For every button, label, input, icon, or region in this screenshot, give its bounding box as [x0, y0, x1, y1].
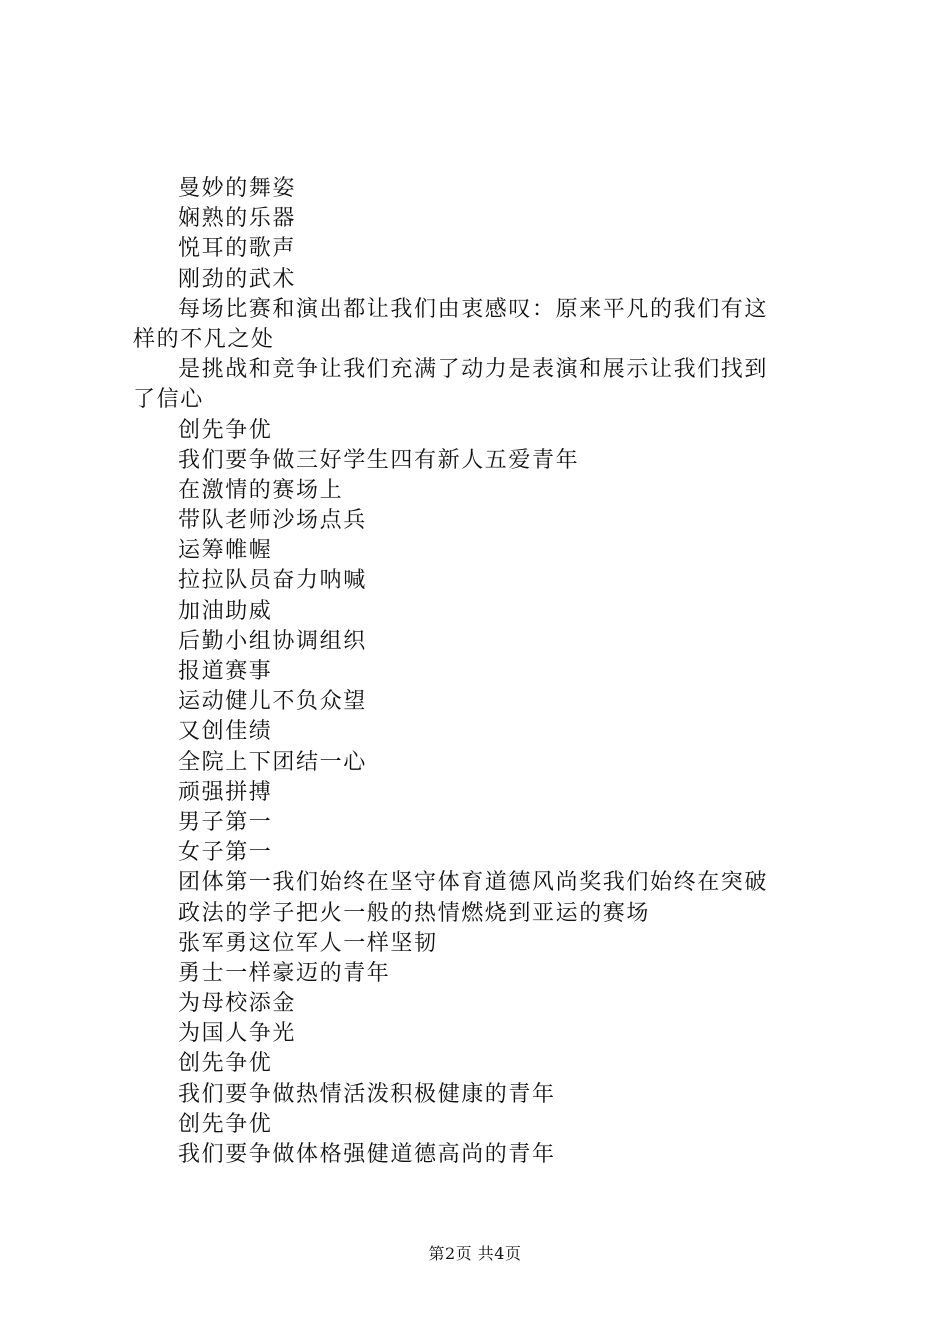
text-line: 每场比赛和演出都让我们由衷感叹：原来平凡的我们有这: [178, 296, 769, 322]
text-line: 为国人争光: [178, 1021, 297, 1047]
text-line: 了信心: [133, 387, 204, 413]
page-footer: 第2页 共4页: [428, 1244, 522, 1263]
text-line: 样的不凡之处: [133, 326, 275, 352]
text-line: 勇士一样豪迈的青年: [178, 960, 391, 986]
text-line: 后勤小组协调组织: [178, 628, 367, 654]
text-line: 加油助威: [178, 598, 273, 624]
document-body: [133, 174, 833, 1170]
text-line: 我们要争做热情活泼积极健康的青年: [178, 1081, 556, 1107]
text-line: 女子第一: [178, 840, 273, 866]
text-line: 男子第一: [178, 809, 273, 835]
text-line: 为母校添金: [178, 991, 297, 1017]
text-line: 全院上下团结一心: [178, 749, 367, 775]
text-line: 创先争优: [178, 1111, 273, 1137]
text-line: 娴熟的乐器: [178, 206, 297, 232]
text-line: 又创佳绩: [178, 719, 273, 745]
text-line: 是挑战和竞争让我们充满了动力是表演和展示让我们找到: [178, 357, 769, 383]
text-line: 带队老师沙场点兵: [178, 508, 367, 534]
text-line: 顽强拼搏: [178, 779, 273, 805]
text-line: 创先争优: [178, 417, 273, 443]
text-line: 政法的学子把火一般的热情燃烧到亚运的赛场: [178, 900, 651, 926]
text-line: 张军勇这位军人一样坚韧: [178, 930, 438, 956]
text-line: 我们要争做体格强健道德高尚的青年: [178, 1142, 556, 1167]
text-line: 团体第一我们始终在坚守体育道德风尚奖我们始终在突破: [178, 870, 769, 896]
text-line: 拉拉队员奋力呐喊: [178, 568, 367, 594]
text-line: 曼妙的舞姿: [178, 176, 297, 201]
text-line: 创先争优: [178, 1051, 273, 1077]
text-line: 在激情的赛场上: [178, 477, 344, 503]
text-line: 刚劲的武术: [178, 266, 297, 292]
text-line: 报道赛事: [178, 659, 273, 684]
text-line: 运动健儿不负众望: [178, 689, 367, 715]
text-line: 我们要争做三好学生四有新人五爱青年: [178, 447, 580, 473]
text-line: 悦耳的歌声: [178, 236, 297, 262]
text-line: 运筹帷幄: [178, 538, 273, 564]
